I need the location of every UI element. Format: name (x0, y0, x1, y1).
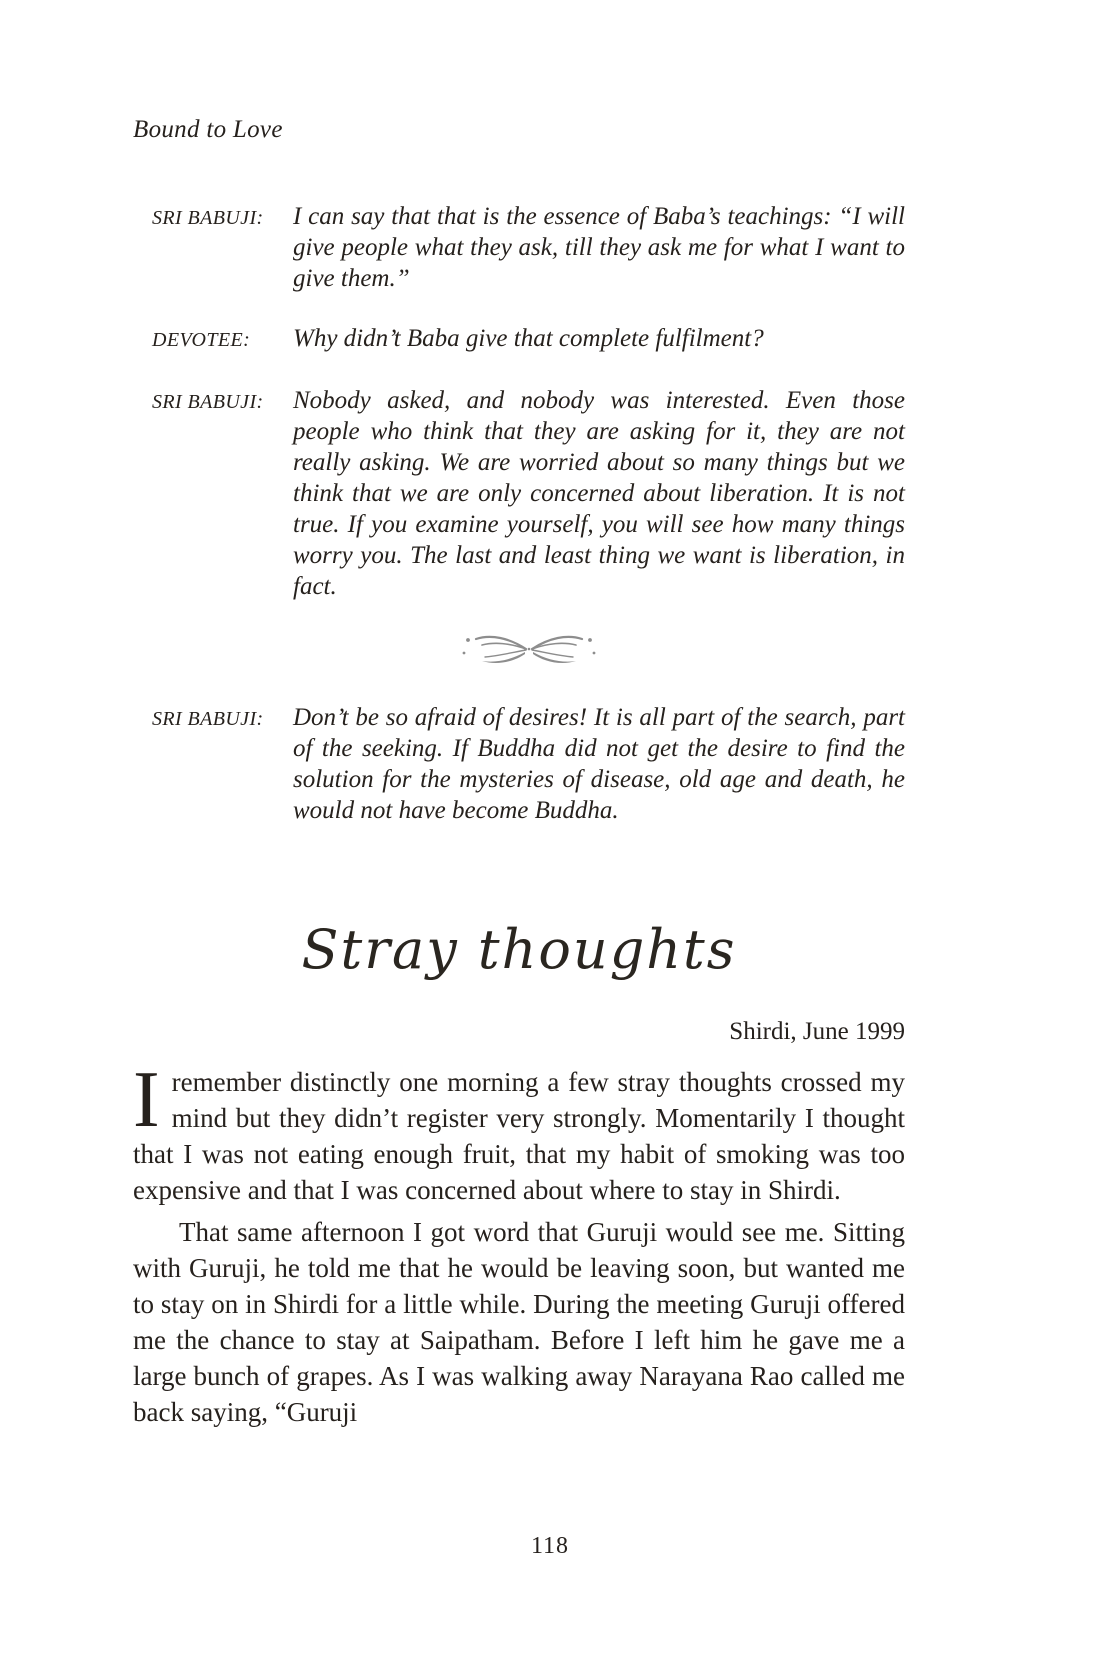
dialogue-section (152, 201, 905, 855)
page-number: 118 (530, 1533, 570, 1559)
leaf-fleuron-icon (449, 631, 609, 667)
running-header: Bound to Love (133, 116, 283, 143)
dateline: Shirdi, June 1999 (729, 1018, 905, 1045)
section-title: Stray thoughts (301, 918, 737, 981)
speaker-label: SRI BABUJI: (152, 207, 264, 229)
dialogue-text: Why didn’t Baba give that complete fulfilment? (293, 325, 764, 352)
dialogue-block (152, 702, 905, 826)
drop-cap: I (133, 1056, 160, 1144)
dialogue-text: I can say that that is the essence of Baba’s teachings: “I will give people what they ask, till they ask me for what I want to give them.” (293, 203, 905, 292)
dialogue-block (152, 385, 905, 602)
speaker-label: SRI BABUJI: (152, 391, 264, 413)
dialogue-text: Don’t be so afraid of desires! It is all part of the search, part of the seeking. If Buddha did not get the desire to find the solution for the mysteries of disease, old age and death, he would not have become Buddha. (293, 704, 905, 824)
section-divider (152, 631, 905, 672)
dialogue-block (152, 201, 905, 294)
speaker-label: DEVOTEE: (152, 329, 251, 351)
dialogue-block (152, 323, 905, 356)
speaker-label: SRI BABUJI: (152, 708, 264, 730)
paragraph-text: remember distinctly one morning a few stray thoughts crossed my mind but they didn’t register very strongly. Momentarily I thought that I was not eating enough fruit, that my habit of smoking was too expensive and that I was concerned about where to stay in Shirdi. (133, 1067, 905, 1205)
paragraph (133, 1056, 905, 1208)
dialogue-text: Nobody asked, and nobody was interested. Even those people who think that they are asking for it, they are not really asking. We are worried about so many things but we think that we are only concerned about liberation. It is not true. If you examine yourself, you will see how many things worry you. The last and least thing we want is liberation, in fact. (293, 387, 905, 600)
body-text (133, 1056, 905, 1430)
paragraph: That same afternoon I got word that Guruji would see me. Sitting with Guruji, he told me that he would be leaving soon, but wanted me to stay on in Shirdi for a little while. During the meeting Guruji offered me the chance to stay at Saipatham. Before I left him he gave me a large bunch of grapes. As I was walking away Narayana Rao called me back saying, “Guruji (133, 1217, 905, 1427)
